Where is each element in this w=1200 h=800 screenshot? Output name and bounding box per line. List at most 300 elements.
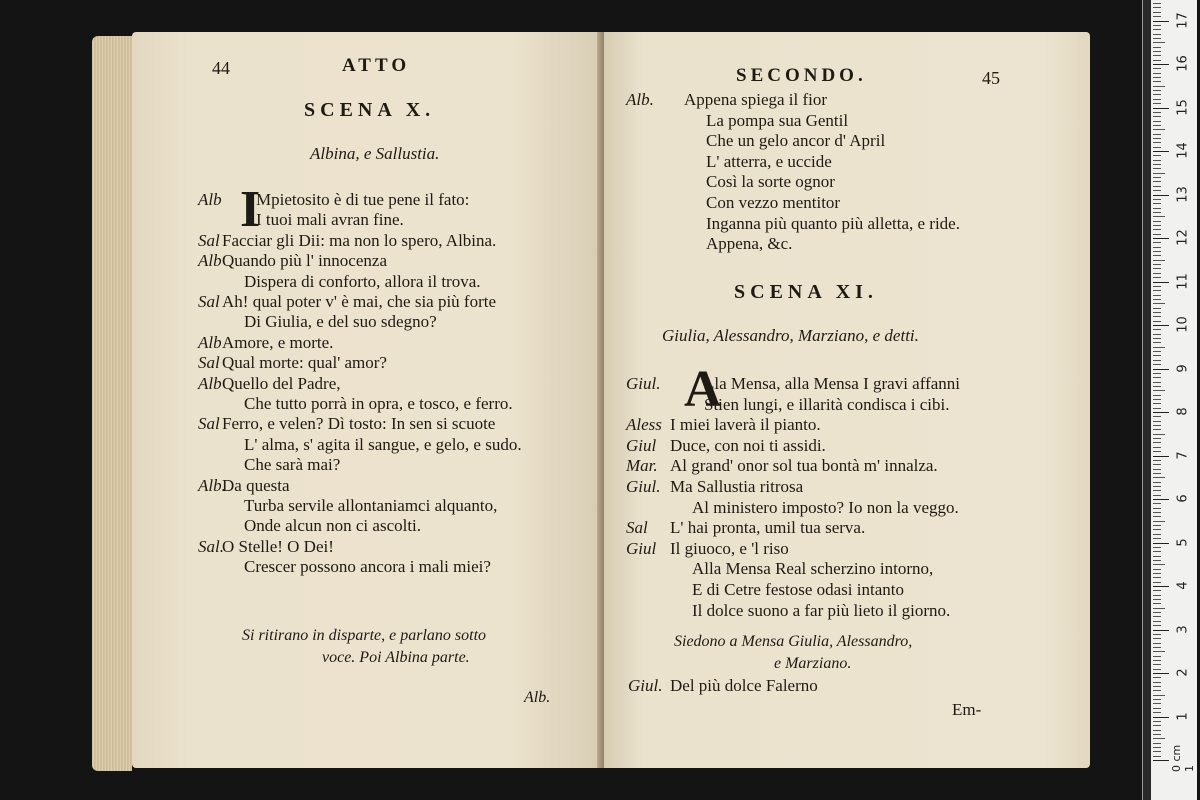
ruler-number: 3 [1175, 624, 1191, 634]
dialogue-line [198, 312, 437, 332]
dialogue-line [626, 193, 840, 213]
ruler-tick [1153, 525, 1161, 526]
speaker-label: Sal [626, 518, 648, 538]
line-text: I tuoi mali avran fine. [256, 210, 404, 230]
dialogue-line [198, 537, 334, 557]
ruler-tick [1153, 512, 1161, 513]
ruler-tick [1153, 586, 1169, 587]
line-text: Da questa [222, 475, 290, 495]
ruler-tick [1153, 90, 1161, 91]
page-edges [92, 36, 132, 771]
ruler-tick [1153, 216, 1165, 217]
ruler-number: 6 [1175, 494, 1191, 503]
ruler-tick [1153, 490, 1161, 491]
ruler-tick [1153, 38, 1161, 39]
ruler-tick [1153, 208, 1161, 209]
ruler-tick [1153, 142, 1161, 143]
line-text: Amore, e morte. [222, 332, 334, 352]
ruler-tick [1153, 725, 1161, 726]
ruler-tick [1153, 99, 1161, 100]
ruler-tick [1153, 260, 1165, 261]
dialogue-line [626, 498, 959, 518]
speaker-label: Alb [198, 373, 222, 393]
ruler-tick [1153, 573, 1161, 574]
dialogue-line [626, 601, 950, 621]
ruler-tick [1153, 177, 1161, 178]
ruler-tick [1153, 329, 1161, 330]
speaker-label: Alb. [626, 90, 654, 109]
dialogue-line [198, 353, 387, 373]
dialogue-line [626, 580, 904, 600]
ruler-tick [1153, 55, 1161, 56]
ruler-tick [1153, 708, 1161, 709]
ruler-tick [1153, 125, 1161, 126]
dialogue-line [626, 131, 885, 151]
ruler-tick [1153, 499, 1169, 500]
ruler-tick [1153, 482, 1161, 483]
dialogue-line [198, 455, 340, 475]
left-page-number: 44 [212, 58, 230, 78]
ruler-tick [1153, 460, 1161, 461]
line-text: E di Cetre festose odasi intanto [692, 580, 904, 599]
ruler-tick [1153, 16, 1161, 17]
ruler-tick [1153, 451, 1161, 452]
ruler-tick [1153, 656, 1161, 657]
ruler-tick [1153, 151, 1169, 152]
ruler-tick [1153, 569, 1161, 570]
ruler-tick [1153, 434, 1165, 435]
ruler-tick [1153, 560, 1161, 561]
ruler-tick [1153, 290, 1161, 291]
speaker-label: Sal [198, 353, 220, 373]
ruler-tick [1153, 638, 1161, 639]
ruler-tick [1153, 168, 1161, 169]
ruler-tick [1153, 64, 1169, 65]
line-text: Dispera di conforto, allora il trova. [244, 271, 481, 291]
line-text: I miei laverà il pianto. [670, 415, 821, 435]
ruler-tick [1153, 416, 1161, 417]
speaker-label: Sal [198, 414, 220, 434]
ruler-tick [1153, 743, 1161, 744]
dialogue-line [626, 90, 827, 110]
ruler-tick [1153, 390, 1165, 391]
dialogue-line [626, 172, 835, 192]
line-text: O Stelle! O Dei! [222, 536, 334, 556]
ruler-tick [1153, 34, 1161, 35]
speaker-label: Sal [198, 292, 220, 311]
dialogue-line [198, 414, 495, 434]
ruler-tick [1153, 369, 1169, 370]
ruler-tick [1153, 7, 1161, 8]
ruler-tick [1153, 134, 1161, 135]
speaker-label: Alb [198, 251, 222, 271]
ruler-tick [1153, 286, 1161, 287]
ruler-tick [1153, 121, 1161, 122]
line-text: Che un gelo ancor d' April [706, 131, 886, 151]
left-running-head: ATTO [342, 55, 411, 76]
ruler-tick [1153, 508, 1161, 509]
ruler-tick [1153, 108, 1169, 109]
ruler-tick [1153, 155, 1161, 156]
ruler-tick [1153, 377, 1161, 378]
ruler-tick [1153, 268, 1161, 269]
right-stage-direction-1: Siedono a Mensa Giulia, Alessandro, [674, 633, 913, 650]
ruler-tick [1153, 382, 1161, 383]
ruler-tick [1153, 534, 1161, 535]
ruler-tick [1153, 529, 1161, 530]
ruler-tick [1153, 221, 1161, 222]
ruler-tick [1153, 521, 1165, 522]
ruler-tick [1153, 355, 1161, 356]
dialogue-line [626, 395, 950, 415]
line-text: Appena spiega il fior [684, 90, 828, 109]
speaker-label: Giul [626, 435, 657, 455]
ruler-tick [1153, 543, 1169, 544]
ruler-tick [1153, 651, 1165, 652]
ruler-tick [1153, 643, 1161, 644]
ruler-tick [1153, 190, 1161, 191]
ruler-tick [1153, 564, 1165, 565]
ruler-tick [1153, 547, 1161, 548]
ruler-tick [1153, 129, 1165, 130]
ruler-tick [1153, 408, 1161, 409]
ruler-tick [1153, 282, 1169, 283]
line-text: Di Giulia, e del suo sdegno? [244, 312, 437, 332]
ruler-tick [1153, 442, 1161, 443]
ruler-tick [1153, 582, 1161, 583]
ruler-tick [1153, 373, 1161, 374]
ruler-number: 1 [1175, 711, 1191, 721]
ruler-number: 2 [1175, 668, 1191, 677]
ruler-tick [1153, 325, 1169, 326]
dialogue-line [198, 496, 497, 516]
ruler-tick [1153, 347, 1165, 348]
left-characters: Albina, e Sallustia. [310, 144, 440, 163]
ruler-tick [1153, 312, 1161, 313]
ruler-tick [1153, 73, 1161, 74]
dialogue-line [626, 539, 789, 559]
dialogue-line [198, 435, 522, 455]
line-text: Del più dolce Falerno [670, 676, 818, 695]
ruler-number: 11 [1175, 272, 1191, 290]
ruler-number: 14 [1175, 142, 1191, 159]
ruler-tick [1153, 395, 1161, 396]
dialogue-line [198, 251, 387, 271]
left-stage-direction-2: voce. Poi Albina parte. [322, 649, 470, 666]
ruler-tick [1153, 386, 1161, 387]
ruler-tick [1153, 608, 1165, 609]
ruler-band [1143, 0, 1151, 800]
right-page [604, 32, 1090, 768]
ruler-tick [1153, 630, 1169, 631]
ruler-tick [1153, 486, 1161, 487]
dialogue-line [626, 214, 960, 234]
ruler-tick [1153, 164, 1161, 165]
line-text: Il giuoco, e 'l riso [670, 538, 789, 558]
ruler-number: 5 [1175, 537, 1191, 547]
line-text: Ferro, e velen? Dì tosto: In sen si scuote [222, 414, 496, 434]
ruler-tick [1153, 438, 1161, 439]
ruler-tick [1153, 242, 1161, 243]
ruler-number: 10 [1175, 316, 1191, 333]
ruler-tick [1153, 247, 1161, 248]
speaker-label: Aless [626, 415, 662, 435]
ruler-number: 7 [1175, 450, 1191, 460]
line-text: L' alma, s' agita il sangue, e gelo, e sudo. [244, 434, 522, 454]
line-text: Con vezzo mentitor [706, 193, 841, 212]
dialogue-line [198, 374, 341, 394]
open-book [92, 28, 1092, 773]
ruler-tick [1153, 21, 1169, 22]
ruler-number: 9 [1175, 363, 1191, 373]
right-running-head: SECONDO. [736, 65, 867, 86]
dialogue-line [198, 333, 333, 353]
ruler-tick [1153, 103, 1161, 104]
dialogue-line [626, 436, 826, 456]
ruler-tick [1153, 625, 1161, 626]
ruler-tick [1153, 81, 1161, 82]
ruler-tick [1153, 425, 1161, 426]
ruler-tick [1153, 295, 1161, 296]
ruler-tick [1153, 42, 1165, 43]
ruler-tick [1153, 682, 1161, 683]
ruler-tick [1153, 556, 1161, 557]
ruler-tick [1153, 316, 1161, 317]
ruler-tick [1153, 403, 1161, 404]
ruler-tick [1153, 747, 1161, 748]
ruler-tick [1153, 68, 1161, 69]
ruler-tick [1153, 734, 1161, 735]
ruler-tick [1153, 342, 1161, 343]
ruler-tick [1153, 212, 1161, 213]
ruler-tick [1153, 25, 1161, 26]
right-scene-title: SCENA XI. [734, 281, 878, 303]
line-text: Onde alcun non ci ascolti. [244, 516, 422, 536]
line-text: Lla Mensa, alla Mensa I gravi affanni [704, 374, 961, 393]
line-text: Quello del Padre, [222, 373, 341, 393]
ruler-tick [1153, 717, 1169, 718]
ruler-tick [1153, 173, 1165, 174]
dialogue-line [198, 516, 421, 536]
ruler-tick [1153, 195, 1169, 196]
ruler-tick [1153, 138, 1161, 139]
ruler-number: 17 [1175, 11, 1191, 29]
line-text: Così la sorte ognor [706, 172, 835, 192]
ruler-tick [1153, 334, 1161, 335]
ruler-tick [1153, 634, 1161, 635]
line-text: L' hai pronta, umil tua serva. [670, 518, 866, 538]
dialogue-line [626, 456, 938, 476]
ruler-tick [1153, 516, 1161, 517]
ruler-tick [1153, 360, 1161, 361]
line-text: Alla Mensa Real scherzino intorno, [692, 559, 934, 579]
dialogue-line [626, 111, 848, 131]
ruler-tick [1153, 699, 1161, 700]
ruler-tick [1153, 147, 1161, 148]
right-characters: Giulia, Alessandro, Marziano, e detti. [662, 326, 919, 345]
ruler-tick [1153, 412, 1169, 413]
ruler-tick [1153, 756, 1161, 757]
line-text: Mpietosito è di tue pene il fato: [256, 190, 470, 209]
ruler-tick [1153, 251, 1161, 252]
line-text: Crescer possono ancora i mali miei? [244, 557, 491, 577]
line-text: Ah! qual poter v' è mai, che sia più forte [222, 292, 497, 311]
right-drop-cap: A [684, 361, 722, 418]
ruler-tick [1153, 677, 1161, 678]
ruler-tick [1153, 303, 1165, 304]
ruler-number: 4 [1175, 581, 1191, 590]
ruler-tick [1153, 469, 1161, 470]
ruler-tick [1153, 351, 1161, 352]
ruler-tick [1153, 3, 1161, 4]
line-text: Il dolce suono a far più lieto il giorno. [692, 600, 951, 620]
dialogue-line [198, 292, 496, 312]
ruler-tick [1153, 186, 1161, 187]
speaker-label: Sal [198, 230, 220, 250]
speaker-label: Alb [198, 332, 222, 352]
ruler-tick [1153, 12, 1161, 13]
ruler-tick [1153, 673, 1169, 674]
dialogue-line [198, 190, 469, 210]
ruler-tick [1153, 595, 1161, 596]
dialogue-line [626, 559, 933, 579]
scale-ruler [1142, 0, 1197, 800]
speaker-label: Mar. [626, 456, 658, 476]
ruler-tick [1153, 695, 1165, 696]
ruler-tick [1153, 160, 1161, 161]
ruler-tick [1153, 538, 1161, 539]
ruler-tick [1153, 603, 1161, 604]
ruler-tick [1153, 599, 1161, 600]
ruler-tick [1153, 612, 1161, 613]
ruler-number: 15 [1175, 98, 1191, 116]
ruler-tick [1153, 712, 1161, 713]
dialogue-line [198, 394, 513, 414]
speaker-label: Alb [198, 190, 222, 209]
ruler-tick [1153, 338, 1161, 339]
ruler-tick [1153, 255, 1161, 256]
speaker-label: Sal. [198, 536, 224, 556]
line-text: Ma Sallustia ritrosa [670, 477, 804, 496]
line-text: La pompa sua Gentil [706, 110, 849, 130]
dialogue-line [626, 518, 865, 538]
ruler-tick [1153, 647, 1161, 648]
right-stage-direction-2: e Marziano. [774, 655, 852, 672]
ruler-tick [1153, 503, 1161, 504]
ruler-tick [1153, 738, 1165, 739]
ruler-tick [1153, 751, 1161, 752]
dialogue-line [626, 477, 803, 497]
ruler-tick [1153, 94, 1161, 95]
ruler-tick [1153, 621, 1161, 622]
dialogue-line [198, 476, 290, 496]
ruler-tick [1153, 686, 1161, 687]
line-text: Appena, &c. [706, 234, 793, 254]
line-text: Turba servile allontaniamci alquanto, [244, 496, 498, 515]
ruler-tick [1153, 429, 1161, 430]
ruler-tick [1153, 447, 1161, 448]
ruler-tick [1153, 664, 1161, 665]
ruler-tick [1153, 721, 1161, 722]
line-text: Che sarà mai? [244, 455, 341, 475]
ruler-tick [1153, 690, 1161, 691]
dialogue-line [198, 557, 491, 577]
speaker-label: Giul. [628, 676, 663, 695]
ruler-tick [1153, 308, 1161, 309]
ruler-tick [1153, 86, 1165, 87]
ruler-tick [1153, 60, 1161, 61]
line-text: Facciar gli Dii: ma non lo spero, Albina. [222, 230, 497, 250]
ruler-tick [1153, 51, 1161, 52]
speaker-label: Alb. [198, 475, 226, 495]
ruler-tick [1153, 464, 1161, 465]
ruler-number: 16 [1175, 55, 1191, 72]
ruler-tick [1153, 299, 1161, 300]
speaker-label: Giul. [626, 374, 661, 393]
dialogue-line [626, 415, 821, 435]
ruler-tick [1153, 364, 1161, 365]
ruler-unit-label: 0 cm 1 [1170, 744, 1196, 772]
left-page [132, 32, 602, 768]
ruler-tick [1153, 760, 1169, 761]
ruler-tick [1153, 225, 1161, 226]
ruler-tick [1153, 229, 1161, 230]
ruler-tick [1153, 199, 1161, 200]
left-catchword: Alb. [524, 689, 551, 706]
ruler-tick [1153, 660, 1161, 661]
speaker-label: Giul [626, 538, 657, 558]
dialogue-line [198, 231, 496, 251]
left-drop-cap: I [240, 181, 261, 238]
ruler-tick [1153, 277, 1161, 278]
ruler-tick [1153, 77, 1161, 78]
ruler-tick [1153, 477, 1165, 478]
ruler-tick [1153, 399, 1161, 400]
ruler-tick [1153, 473, 1161, 474]
ruler-tick [1153, 47, 1161, 48]
ruler-tick [1153, 181, 1161, 182]
dialogue-line [626, 234, 792, 254]
speaker-label: Giul. [626, 477, 661, 496]
ruler-tick [1153, 551, 1161, 552]
ruler-tick [1153, 273, 1161, 274]
ruler-number: 12 [1175, 229, 1191, 246]
ruler-tick [1153, 590, 1161, 591]
ruler-tick [1153, 495, 1161, 496]
right-page-number: 45 [982, 68, 1000, 88]
right-last-line [628, 676, 818, 696]
ruler-tick [1153, 321, 1161, 322]
line-text: Al grand' onor sol tua bontà m' innalza. [670, 456, 938, 476]
ruler-tick [1153, 456, 1169, 457]
ruler-tick [1153, 616, 1161, 617]
line-text: Stien lungi, e illarità condisca i cibi. [704, 394, 950, 414]
line-text: Duce, con noi ti assidi. [670, 435, 826, 455]
dialogue-line [198, 272, 481, 292]
ruler-tick [1153, 238, 1169, 239]
ruler-tick [1153, 264, 1161, 265]
ruler-number: 8 [1175, 407, 1191, 416]
ruler-tick [1153, 730, 1161, 731]
right-catchword: Em- [952, 700, 982, 719]
ruler-tick [1153, 669, 1161, 670]
ruler-tick [1153, 29, 1161, 30]
ruler-tick [1153, 116, 1161, 117]
ruler-tick [1153, 421, 1161, 422]
line-text: Quando più l' innocenza [222, 251, 387, 271]
line-text: Al ministero imposto? Io non la veggo. [692, 497, 959, 517]
line-text: Qual morte: qual' amor? [222, 353, 387, 373]
